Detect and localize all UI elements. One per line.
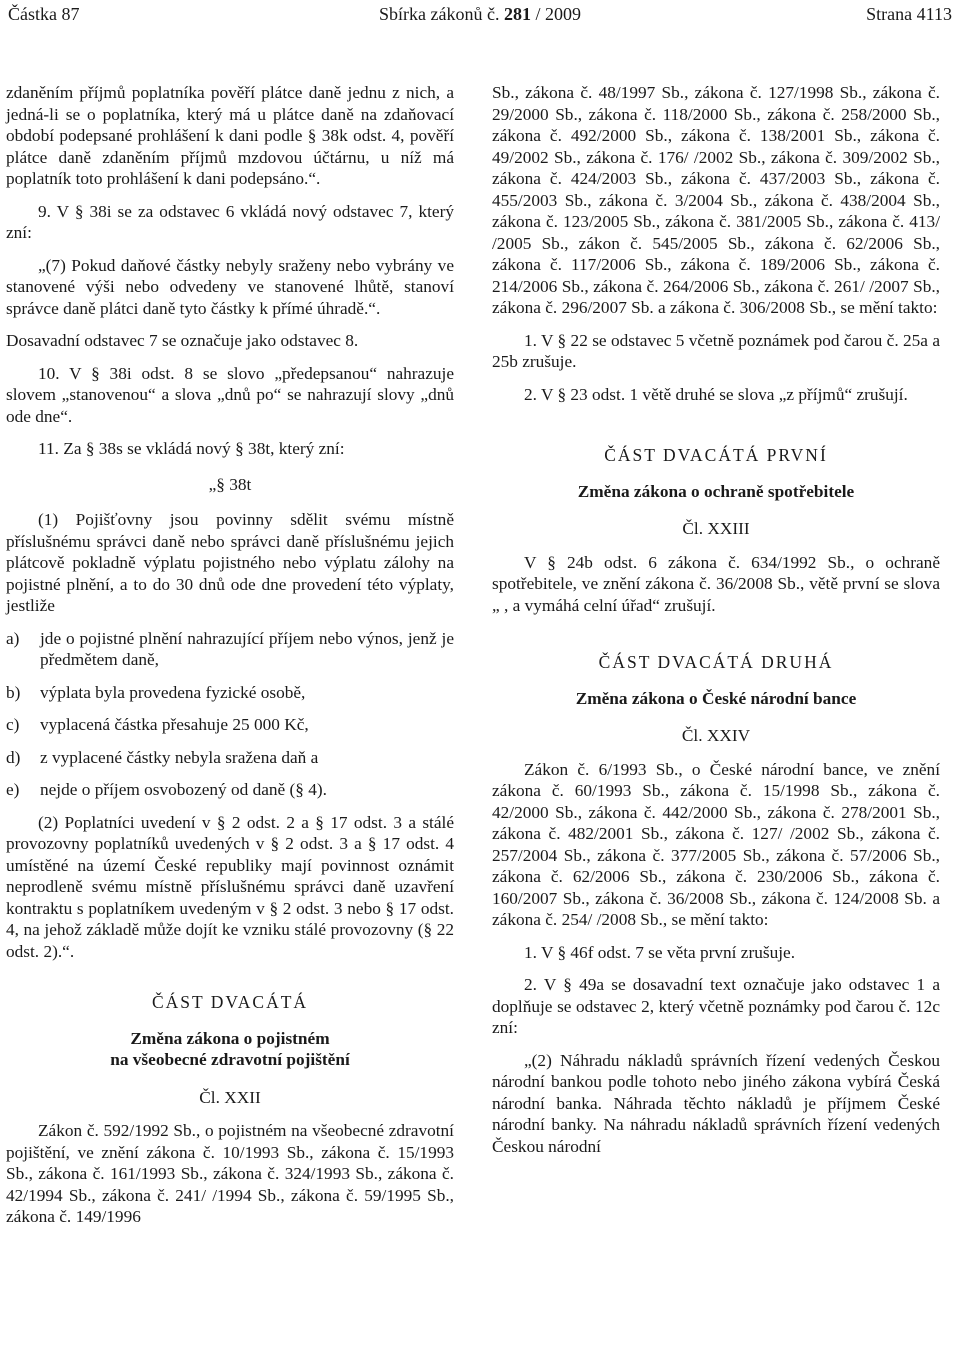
amendment-point-1: 1. V § 22 se odstavec 5 včetně poznámek pod čarou č. 25a a 25b zrušuje. [492,330,940,371]
list-item-label: b) [6,682,21,702]
amendment-point-9: 9. V § 38i se za odstavec 6 vkládá nový odstavec 7, který zní: [6,201,454,242]
list-item-text: nejde o příjem osvobozený od daně (§ 4). [40,780,327,799]
amendment-point-1: 1. V § 46f odst. 7 se věta první zrušuje. [524,942,796,962]
header-collection-number: 281 [503,4,531,24]
list-item [6,747,454,769]
article-heading: Čl. XXII [199,1087,261,1107]
list-item-text: jde o pojistné plnění nahrazující příjem nebo výnos, jenž je předmětem daně, [40,628,454,669]
page-header [0,4,960,30]
list-item-label: c) [6,715,20,734]
part-title: ČÁST DVACÁTÁ DRUHÁ [598,652,834,672]
amendment-point-11: 11. Za § 38s se vkládá nový § 38t, který zní: [38,439,345,458]
header-collection [0,4,960,25]
list-item-text: z vyplacené částky nebyla sražena daň a [40,747,319,767]
paragraph: Sb., zákona č. 48/1997 Sb., zákona č. 127/1998 Sb., zákona č. 29/2000 Sb., zákona č. 118/2000 Sb., zákona č. 258/2000 Sb., zákona č. 492/2000 Sb., zákona č. 138/2001 Sb., zákona č. 49/2002 Sb., zákona č. 176/ /2002 Sb., zákona č. 309/2002 Sb., zákona č. 424/2003 Sb., zákona č. 437/2003 Sb., zákona č. 455/2003 Sb., zákona č. 3/2004 Sb., zákona č. 438/2004 Sb., zákona č. 123/2005 Sb., zákona č. 381/2005 Sb., zákona č. 413/ /2005 Sb., zákon č. 545/2005 Sb., zákona č. 62/2006 Sb., zákona č. 117/2006 Sb., zákona č. 189/2006 Sb., zákona č. 214/2006 Sb., zákona č. 264/2006 Sb., zákona č. 261/ /2007 Sb., zákona č. 296/2007 Sb. a zákona č. 306/2008 Sb., se mění takto: [492,83,940,317]
part-subtitle: Změna zákona o pojistném [130,1028,330,1048]
list-item-label: a) [6,628,20,648]
header-issue: Částka 87 [8,4,80,24]
part-subtitle: na všeobecné zdravotní pojištění [110,1050,350,1069]
list-item [6,682,454,704]
paragraph: Zákon č. 592/1992 Sb., o pojistném na všeobecné zdravotní pojištění, ve znění zákona č. 10/1993 Sb., zákona č. 15/1993 Sb., zákona č. 161/1993 Sb., zákona č. 324/1993 Sb., zákona č. 42/1994 Sb., zákona č. 241/ /1994 Sb., zákona č. 59/1995 Sb., zákona č. 149/1996 [6,1121,454,1226]
part-title: ČÁST DVACÁTÁ [151,992,309,1012]
part-subtitle: Změna zákona o ochraně spotřebitele [577,481,855,501]
amendment-point-10: 10. V § 38i odst. 8 se slovo „předepsanou“ nahrazuje slovem „stanovenou“ a slova „dnů po“ se nahrazují slovy „dnů ode dne“. [6,363,454,426]
list-item [6,714,454,736]
paragraph: (2) Poplatníci uvedení v § 2 odst. 2 a § 17 odst. 3 a stálé provozovny poplatníků uvedených v § 2 odst. 3 a § 17 odst. 4 umístěné na území České republiky mají povinnost oznámit neprodleně svému místně příslušnému správci daně uzavření kontraktu s poplatníkem uvedeným v § 2 odst. 3 nebo § 17 odst. 4, na jehož základě může dojít ke vzniku stálé provozovny (§ 22 odst. 2).“. [6,812,454,961]
list-item-text: vyplacená částka přesahuje 25 000 Kč, [40,715,309,734]
article-heading: Čl. XXIII [682,519,750,538]
list-item-label: e) [6,780,20,799]
list-item [6,628,454,671]
section-heading: „§ 38t [208,474,252,494]
paragraph: Dosavadní odstavec 7 se označuje jako odstavec 8. [6,331,359,350]
quoted-paragraph: „(2) Náhradu nákladů správních řízení vedených Českou národní bankou podle tohoto nebo jiného zákona vybírá Česká národní banka. Náhrada těchto nákladů je příjmem České národní banky. Na náhradu nákladů správních řízení vedených Českou národní [492,1050,940,1156]
list-item-text: výplata byla provedena fyzické osobě, [40,682,306,702]
part-title: ČÁST DVACÁTÁ PRVNÍ [604,445,828,465]
left-column [6,82,454,1239]
paragraph: zdaněním příjmů poplatníka pověří plátce daně jednu z nich, a jedná-li se o poplatníka, který má u plátce daně na zdaňovací období podepsané prohlášení k dani podle § 38k odst. 4, pověří plátce daně zdaněním příjmů mzdovou účtárnu, u níž má poplatník toto prohlášení k dani podepsáno.“. [6,83,454,188]
paragraph: Zákon č. 6/1993 Sb., o České národní bance, ve znění zákona č. 60/1993 Sb., zákona č. 15/1998 Sb., zákona č. 42/2000 Sb., zákona č. 442/2000 Sb., zákona č. 278/2001 Sb., zákona č. 482/2001 Sb., zákona č. 127/ /2002 Sb., zákona č. 257/2004 Sb., zákona č. 377/2005 Sb., zákona č. 57/2006 Sb., zákona č. 62/2006 Sb., zákona č. 230/2006 Sb., zákona č. 160/2007 Sb., zákona č. 36/2008 Sb., zákona č. 124/2008 Sb. a zákona č. 254/ /2008 Sb., se mění takto: [492,759,940,929]
header-collection-year: / 2009 [535,4,581,24]
part-subtitle: Změna zákona o České národní bance [575,688,857,708]
amendment-point-2: 2. V § 23 odst. 1 větě druhé se slova „z příjmů“ zrušují. [524,384,908,404]
list-item-label: d) [6,747,21,767]
amendment-point-2: 2. V § 49a se dosavadní text označuje jako odstavec 1 a doplňuje se odstavec 2, který včetně poznámky pod čarou č. 12c zní: [492,975,940,1037]
list-item [6,779,454,801]
header-page-number: Strana 4113 [866,4,952,24]
quoted-paragraph: „(7) Pokud daňové částky nebyly sraženy nebo vybrány ve stanovené výši nebo odvedeny ve stanovené lhůtě, stanoví správce daně plátci daně tyto částky k přímé úhradě.“. [6,255,454,318]
header-collection-prefix: Sbírka zákonů č. [379,4,500,24]
article-heading: Čl. XXIV [681,726,751,745]
paragraph: (1) Pojišťovny jsou povinny sdělit svému místně příslušnému správci daně nebo správci daně příslušnému jejich plátcově pokladně výplatu pojistného nebo výplatu zálohy na pojistné plnění, a to do 30 dnů ode dne provedení této výplaty, jestliže [6,510,454,615]
paragraph: V § 24b odst. 6 zákona č. 634/1992 Sb., o ochraně spotřebitele, ve znění zákona č. 36/2008 Sb., větě první se slova „ , a vymáhá celní úřad“ zrušují. [492,552,940,615]
right-column [492,82,940,1168]
